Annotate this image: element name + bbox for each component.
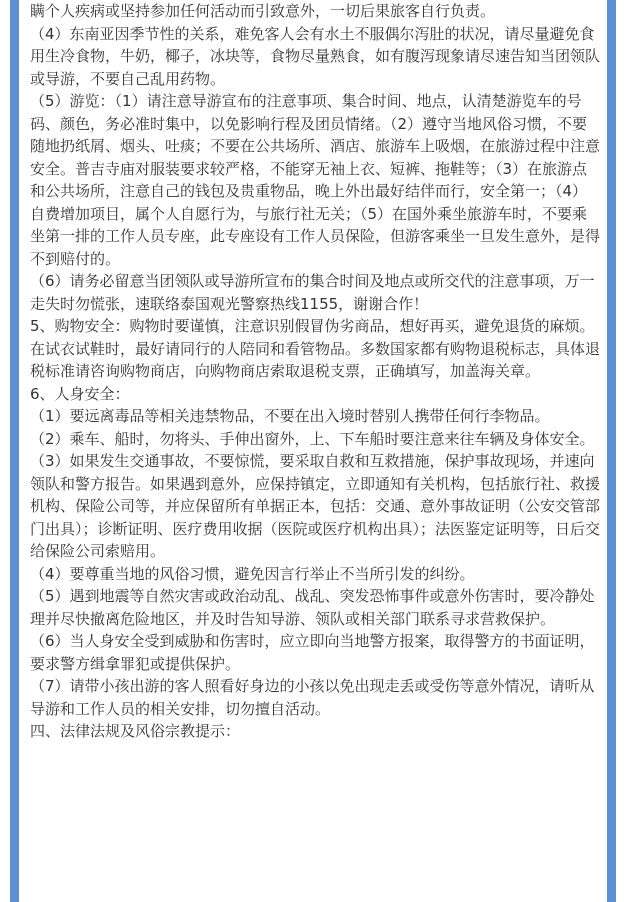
paragraph-children: （7）请带小孩出游的客人照看好身边的小孩以免出现走丢或受伤等意外情况，请听从导游和工作人员的相关安排，切勿擅自活动。 — [30, 677, 595, 718]
paragraph-food-advice: （4）东南亚因季节性的关系，难免客人会有水土不服偶尔泻肚的状况，请尽量避免食用生冷食物，牛奶，椰子，冰块等，食物尽量熟食，如有腹泻现象请尽速告知当团领队或导游，不要自己乱用药物。 — [30, 24, 601, 88]
paragraph-drugs: （1）要远离毒品等相关违禁物品，不要在出入境时替别人携带任何行李物品。 — [30, 407, 550, 425]
document-body — [30, 0, 600, 743]
paragraph-assembly-hotline: （6）请务必留意当团领队或导游所宣布的集合时间及地点或所交代的注意事项，万一走失时勿慌张，速联络泰国观光警察热线1155，谢谢合作！ — [30, 272, 595, 313]
paragraph-vehicle-safety: （2）乘车、船时，勿将头、手伸出窗外，上、下车船时要注意来往车辆及身体安全。 — [30, 429, 595, 448]
paragraph-local-customs: （4）要尊重当地的风俗习惯，避免因言行举止不当所引发的纠纷。 — [30, 564, 475, 583]
paragraph-traffic-accident: （3）如果发生交通事故，不要惊慌，要采取自救和互救措施，保护事故现场，并速向领队和警方报告。如果遇到意外，应保持镇定，立即通知有关机构，包括旅行社、救援机构、保险公司等，并应保留所有单据正本，包括：交通、意外事故证明（公安交管部门出具）；诊断证明、医疗费用收据（医院或医疗机构出具）；法医鉴定证明等，日后交给保险公司索赔用。 — [30, 452, 601, 560]
paragraph-illness-responsibility: 瞒个人疾病或坚持参加任何活动而引致意外，一切后果旅客自行负责。 — [30, 2, 496, 20]
heading-personal-safety: 6、人身安全： — [30, 384, 130, 403]
paragraph-sightseeing: （5）游览：（1）请注意导游宣布的注意事项、集合时间、地点，认清楚游览车的号码、颜色，务必准时集中，以免影响行程及团员情绪。（2）遵守当地风俗习惯，不要随地扔纸屑、烟头、吐痰；不要在公共场所、酒店、旅游车上吸烟，在旅游过程中注意安全。普吉寺庙对服装要求较严格，不能穿无袖上衣、短裤、拖鞋等；（3）在旅游点和公共场所，注意自己的钱包及贵重物品，晚上外出最好结伴而行，安全第一；（4）自费增加项目，属个人自愿行为，与旅行社无关；（5）在国外乘坐旅游车时，不要乘坐第一排的工作人员专座，此专座设有工作人员保险，但游客乘坐一旦发生意外，是得不到赔付的。 — [30, 92, 601, 268]
paragraph-disasters: （5）遇到地震等自然灾害或政治动乱、战乱、突发恐怖事件或意外伤害时，要冷静处理并尽快撤离危险地区，并及时告知导游、领队或相关部门联系寻求营救保护。 — [30, 587, 595, 628]
paragraph-shopping-safety: 5、购物安全：购物时要谨慎，注意识别假冒伪劣商品，想好再买，避免退货的麻烦。在试衣试鞋时，最好请同行的人陪同和看管物品。多数国家都有购物退税标志，具体退税标准请咨询购物商店，向购物商店索取退税支票，正确填写，加盖海关章。 — [30, 317, 601, 380]
left-border-bar — [10, 0, 19, 902]
paragraph-police-report: （6）当人身安全受到威胁和伤害时，应立即向当地警方报案，取得警方的书面证明，要求警方缉拿罪犯或提供保护。 — [30, 632, 595, 673]
heading-laws-customs: 四、法律法规及风俗宗教提示： — [30, 722, 241, 740]
right-border-bar — [607, 0, 616, 902]
